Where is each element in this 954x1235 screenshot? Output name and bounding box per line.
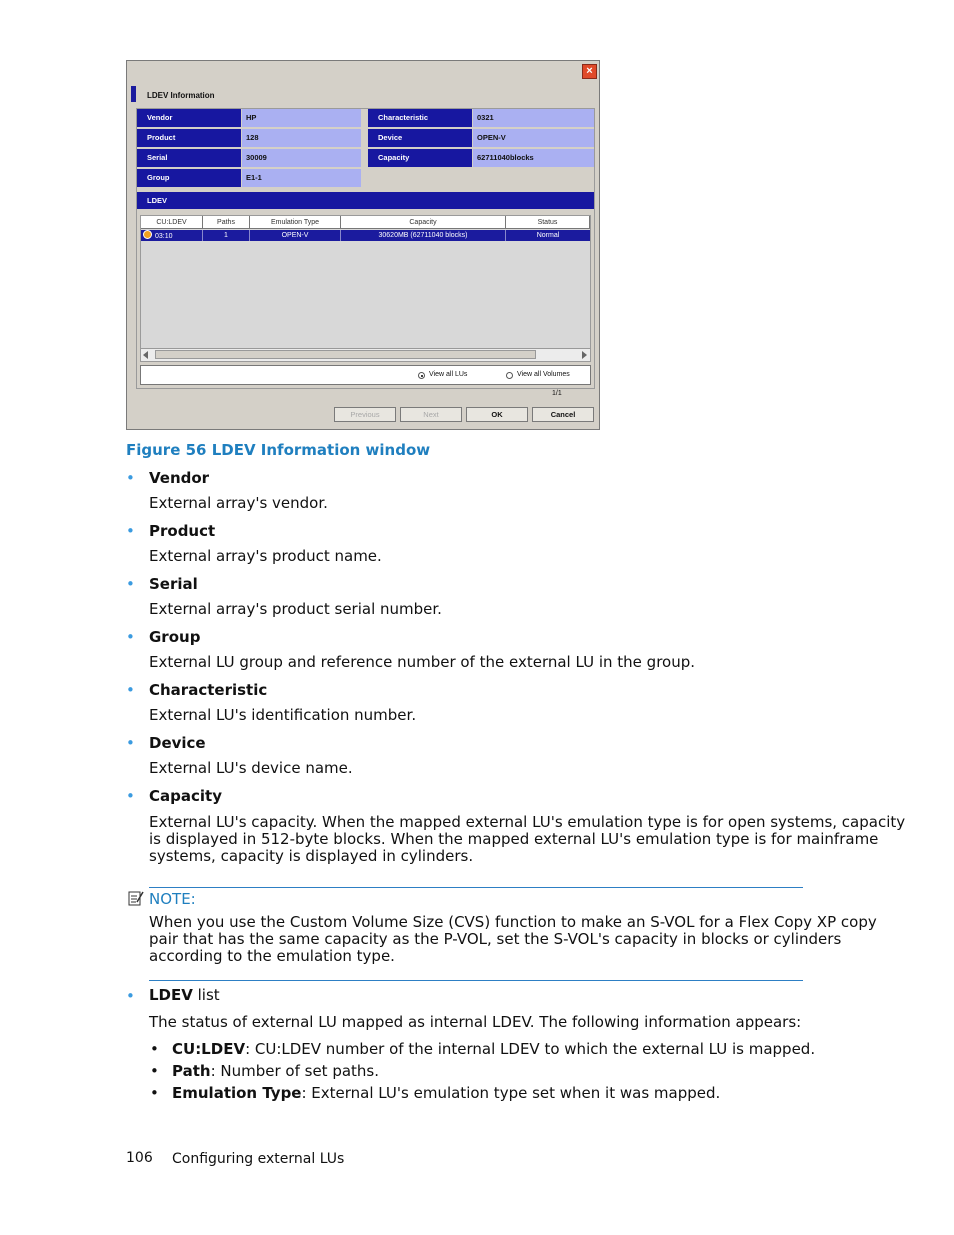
device-value: OPEN-V: [473, 129, 594, 147]
item-term-device: Device: [149, 734, 206, 752]
column-header-emulation-type[interactable]: Emulation Type: [250, 216, 341, 229]
cancel-button[interactable]: Cancel: [532, 407, 594, 422]
page-indicator: 1/1: [552, 390, 562, 397]
figure-caption: Figure 56 LDEV Information window: [126, 441, 431, 459]
close-button[interactable]: [582, 64, 597, 79]
product-value: 128: [242, 129, 361, 147]
ldev-info-panel: [136, 108, 595, 389]
item-term-product: Product: [149, 522, 216, 540]
column-header-status[interactable]: Status: [506, 216, 590, 229]
note-text-line: according to the emulation type.: [149, 947, 395, 965]
panel-title: LDEV Information: [147, 91, 215, 100]
ldev-table: [140, 215, 591, 362]
capacity-value: 62711040blocks: [473, 149, 594, 167]
ldev-status-icon: [143, 230, 152, 239]
bullet-icon: •: [126, 575, 135, 593]
characteristic-label: Characteristic: [368, 109, 472, 127]
sub-bullet-icon: •: [150, 1062, 159, 1080]
capacity-label: Capacity: [368, 149, 472, 167]
bullet-icon: •: [126, 469, 135, 487]
ldev-information-window: [126, 60, 600, 430]
bullet-icon: •: [126, 681, 135, 699]
item-desc-capacity-line: is displayed in 512-byte blocks. When the mapped external LU's emulation type is for mainframe: [149, 830, 879, 848]
note-bottom-rule: [149, 980, 803, 981]
item-term-capacity: Capacity: [149, 787, 222, 805]
note-icon: [128, 890, 145, 907]
note-text-line: pair that has the same capacity as the P-VOL, set the S-VOL's capacity in blocks or cylinders: [149, 930, 842, 948]
cell-culdev: [141, 230, 203, 241]
item-desc-product: External array's product name.: [149, 547, 382, 565]
view-options: [140, 365, 591, 385]
ldev-list-intro: The status of external LU mapped as internal LDEV. The following information appears:: [149, 1013, 802, 1031]
serial-label: Serial: [137, 149, 241, 167]
ldev-list-suffix: list: [192, 986, 220, 1004]
bullet-icon: •: [126, 628, 135, 646]
serial-value: 30009: [242, 149, 361, 167]
next-button[interactable]: Next: [400, 407, 462, 422]
scroll-left-arrow-icon[interactable]: [143, 351, 148, 359]
sub-item-path: [172, 1062, 379, 1080]
column-header-paths[interactable]: Paths: [203, 216, 250, 229]
bullet-icon: •: [126, 522, 135, 540]
group-value: E1-1: [242, 169, 361, 187]
group-label: Group: [137, 169, 241, 187]
column-header-capacity[interactable]: Capacity: [341, 216, 506, 229]
cell-emulation-type: OPEN-V: [250, 230, 341, 241]
radio-view-all-lus[interactable]: [418, 372, 425, 379]
vendor-label: Vendor: [137, 109, 241, 127]
device-label: Device: [368, 129, 472, 147]
item-desc-capacity-line: External LU's capacity. When the mapped external LU's emulation type is for open systems, capacity: [149, 813, 906, 831]
sub-item-text: : Number of set paths.: [210, 1062, 380, 1080]
item-desc-characteristic: External LU's identification number.: [149, 706, 417, 724]
scroll-thumb[interactable]: [155, 350, 536, 359]
ldev-section-header: LDEV: [137, 192, 594, 209]
page-number: 106: [126, 1150, 153, 1166]
sub-item-emulation-type: [172, 1084, 720, 1102]
sub-item-text: : CU:LDEV number of the internal LDEV to which the external LU is mapped.: [245, 1040, 816, 1058]
sub-item-term: Path: [172, 1062, 211, 1080]
radio-view-all-volumes[interactable]: [506, 372, 513, 379]
cell-status: Normal: [536, 232, 560, 239]
ok-button[interactable]: OK: [466, 407, 528, 422]
bullet-icon: •: [126, 787, 135, 805]
item-desc-vendor: External array's vendor.: [149, 494, 328, 512]
panel-title-marker: [131, 86, 136, 102]
culdev-value: 03:10: [155, 233, 173, 240]
close-icon: ×: [586, 65, 593, 77]
vendor-value: HP: [242, 109, 361, 127]
note-title: NOTE:: [149, 890, 196, 908]
scroll-right-arrow-icon[interactable]: [582, 351, 587, 359]
radio-view-all-volumes-label[interactable]: View all Volumes: [517, 371, 570, 378]
horizontal-scrollbar[interactable]: [141, 348, 590, 361]
item-desc-group: External LU group and reference number of the external LU in the group.: [149, 653, 695, 671]
sub-item-term: CU:LDEV: [172, 1040, 246, 1058]
sub-bullet-icon: •: [150, 1084, 159, 1102]
item-term-characteristic: Characteristic: [149, 681, 268, 699]
item-term-vendor: Vendor: [149, 469, 210, 487]
item-desc-capacity-line: systems, capacity is displayed in cylinders.: [149, 847, 474, 865]
bullet-icon: •: [126, 987, 135, 1005]
sub-item-text: : External LU's emulation type set when it was mapped.: [301, 1084, 721, 1102]
radio-view-all-lus-label[interactable]: View all LUs: [429, 371, 468, 378]
characteristic-value: 0321: [473, 109, 594, 127]
previous-button[interactable]: Previous: [334, 407, 396, 422]
cell-paths: 1: [203, 230, 250, 241]
product-label: Product: [137, 129, 241, 147]
item-desc-serial: External array's product serial number.: [149, 600, 442, 618]
bullet-icon: •: [126, 734, 135, 752]
note-text-line: When you use the Custom Volume Size (CVS) function to make an S-VOL for a Flex Copy XP copy: [149, 913, 877, 931]
cell-capacity: 30620MB (62711040 blocks): [341, 230, 506, 241]
item-term-serial: Serial: [149, 575, 198, 593]
footer-section-title: Configuring external LUs: [172, 1151, 345, 1167]
ldev-list-term: LDEV: [149, 986, 193, 1004]
note-top-rule: [149, 887, 803, 888]
item-desc-device: External LU's device name.: [149, 759, 353, 777]
sub-item-term: Emulation Type: [172, 1084, 302, 1102]
table-row[interactable]: [141, 230, 590, 241]
item-term-group: Group: [149, 628, 201, 646]
sub-bullet-icon: •: [150, 1040, 159, 1058]
column-header-culdev[interactable]: CU:LDEV: [141, 216, 203, 229]
ldev-list-heading: [149, 987, 220, 1004]
sub-item-culdev: [172, 1040, 815, 1058]
